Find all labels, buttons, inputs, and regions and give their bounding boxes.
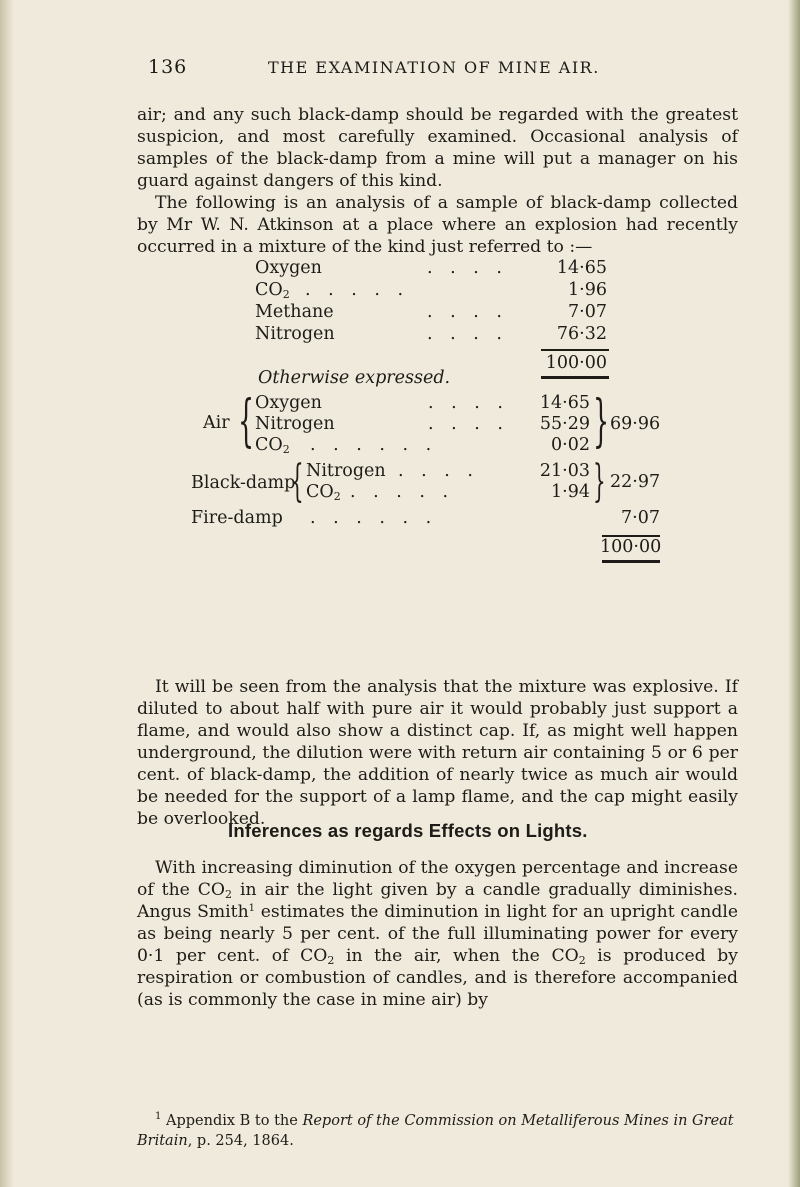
section-heading: Inferences as regards Effects on Lights. <box>228 820 588 841</box>
air-nitrogen-value: 55·29 <box>539 414 590 434</box>
footnote-body <box>137 1113 734 1149</box>
leader-dots: . . . . <box>427 324 508 344</box>
blackdamp-left-brace: { <box>291 456 304 507</box>
blackdamp-right-brace: } <box>593 456 606 507</box>
expressed-table <box>191 389 662 643</box>
air-co2-value: 0·02 <box>551 435 590 455</box>
air-total: 69·96 <box>610 414 661 434</box>
footnote-number: 1 <box>155 1111 162 1122</box>
page-gutter-shadow <box>0 0 14 1187</box>
row-value: 7·07 <box>568 302 607 322</box>
air-label: Air <box>203 413 230 433</box>
text-run: Appendix B to the <box>161 1113 303 1129</box>
section-text <box>137 857 738 1011</box>
total-value: 100·00 <box>545 353 607 373</box>
blackdamp-nitrogen-label: Nitrogen <box>306 461 386 481</box>
leader-dots: . . . . . <box>305 280 410 300</box>
leader-dots: . . . . <box>428 393 509 413</box>
total-rule <box>541 376 609 379</box>
leader-dots: . . . . . <box>350 482 455 502</box>
intro-text <box>137 104 738 258</box>
air-oxygen-value: 14·65 <box>539 393 590 413</box>
cited-title: Report of the Commission on Metalliferous Mines in Great Britain <box>137 1113 734 1149</box>
firedamp-label: Fire-damp <box>191 508 283 528</box>
page-number: 136 <box>148 56 188 78</box>
row-label: Methane <box>255 302 334 322</box>
air-right-brace: } <box>593 389 610 454</box>
page-edge <box>788 0 800 1187</box>
blackdamp-co2-label: $CO_2$ <box>306 482 341 503</box>
sum-rule <box>541 349 609 351</box>
blackdamp-co2-value: 1·94 <box>551 482 590 502</box>
air-oxygen-label: Oxygen <box>255 393 322 413</box>
footnote <box>137 1111 738 1151</box>
blackdamp-total: 22·97 <box>610 472 661 492</box>
intro-paragraph-2: The following is an analysis of a sample of black-damp collected by Mr W. N. Atkinson at a place where an explosion had recently occurred in a mixture of the kind just referred to :— <box>137 193 738 257</box>
blackdamp-label: Black-damp <box>191 473 296 493</box>
subscript: 2 <box>327 954 335 967</box>
row-label: Oxygen <box>255 258 322 278</box>
row-value: 14·65 <box>556 258 607 278</box>
row-value: 76·32 <box>556 324 607 344</box>
leader-dots: . . . . . . <box>310 508 438 528</box>
text-run: in air the light given by a candle gradually diminishes. Angus Smith <box>137 880 739 922</box>
firedamp-value: 7·07 <box>621 508 660 528</box>
expressed-total: 100·00 <box>600 537 662 557</box>
leader-dots: . . . . <box>428 414 509 434</box>
text-run: With increasing diminution of the oxygen percentage and increase of the CO <box>137 858 738 900</box>
table-caption: Otherwise expressed. <box>258 368 451 388</box>
total-rule <box>602 560 660 563</box>
leader-dots: . . . . . . <box>310 435 438 455</box>
text-run: is produced by respiration or combustion of candles, and is therefore accompanied (as is commonly the case in mine air) by <box>137 946 738 1010</box>
text-run: estimates the diminution in light for an upright candle as being nearly 5 per cent. of the full illuminating power for every 0·1 per cent. of CO <box>137 902 738 966</box>
air-nitrogen-label: Nitrogen <box>255 414 335 434</box>
row-label: Nitrogen <box>255 324 335 344</box>
analysis-table <box>255 257 635 377</box>
footnote-marker: 1 <box>248 903 256 914</box>
air-co2-label: $CO_2$ <box>255 435 290 456</box>
text-run: , p. 254, 1864. <box>187 1133 294 1149</box>
section-paragraph <box>137 857 738 1011</box>
conclusion-text <box>137 676 738 830</box>
intro-paragraph-1: air; and any such black-damp should be regarded with the greatest suspicion, and most carefully examined. Occasional analysis of samples of the black-damp from a mine will put a manager on his guard against dangers of this kind. <box>137 105 738 191</box>
subscript: 2 <box>225 888 233 901</box>
text-run: in the air, when the CO <box>334 946 579 966</box>
row-value: 1·96 <box>568 280 607 300</box>
row-label: $CO_2$ <box>255 280 290 301</box>
conclusion-paragraph: It will be seen from the analysis that the mixture was explosive. If diluted to about half with pure air it would probably just support a flame, and would also show a distinct cap. If, as might well happen underground, the dilution were with return air containing 5 or 6 per cent. of black-damp, the addition of nearly twice as much air would be needed for the support of a lamp flame, and the cap might easily be overlooked. <box>137 677 738 829</box>
leader-dots: . . . . <box>427 258 508 278</box>
leader-dots: . . . . <box>427 302 508 322</box>
running-title: THE EXAMINATION OF MINE AIR. <box>268 58 600 77</box>
air-left-brace: { <box>238 389 255 454</box>
blackdamp-nitrogen-value: 21·03 <box>539 461 590 481</box>
page-header <box>148 56 748 84</box>
leader-dots: . . . . <box>398 461 479 481</box>
subscript: 2 <box>578 954 586 967</box>
